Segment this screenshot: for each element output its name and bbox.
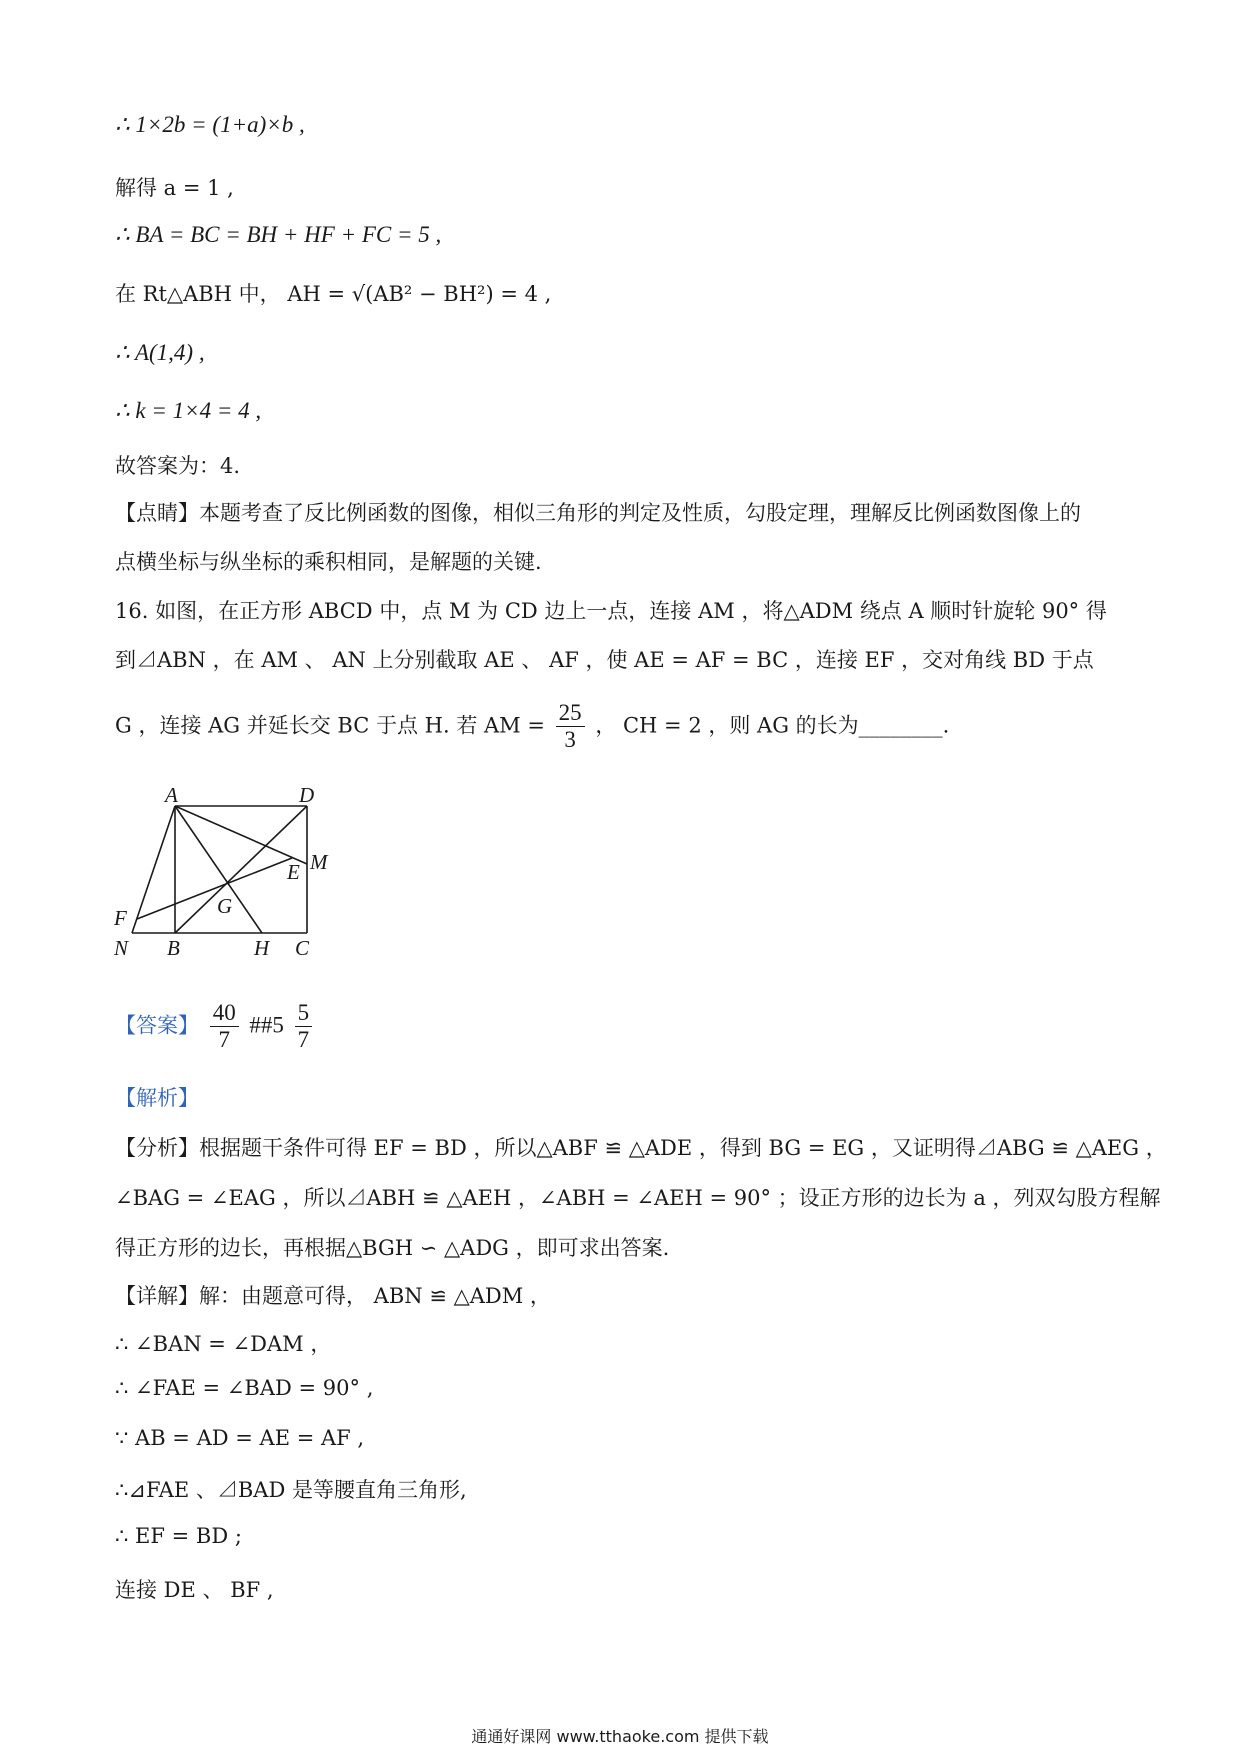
label-e: E bbox=[287, 860, 300, 884]
solution-line-9: ∴ EF = BD ; bbox=[115, 1524, 242, 1548]
answer-fraction-2-den: 7 bbox=[297, 1027, 310, 1053]
label-c: C bbox=[295, 936, 310, 960]
line-2: 解得 a = 1 , bbox=[115, 176, 234, 200]
analysis-label: 【解析】 bbox=[115, 1086, 199, 1110]
segment-an bbox=[132, 806, 175, 933]
problem-16-line-2: 到⊿ABN ，在 AM 、 AN 上分别截取 AE 、 AF ，使 AE = AF = BC ，连接 EF ，交对角线 BD 于点 bbox=[115, 648, 1094, 672]
solution-line-6: ∴ ∠FAE = ∠BAD = 90° , bbox=[115, 1376, 374, 1400]
solution-line-8: ∴⊿FAE 、⊿BAD 是等腰直角三角形, bbox=[115, 1478, 467, 1502]
problem-16-line-3-post: ， CH = 2 ，则 AG 的长为________. bbox=[595, 713, 950, 738]
line-7: 故答案为：4. bbox=[115, 454, 241, 478]
solution-line-5: ∴ ∠BAN = ∠DAM ， bbox=[115, 1332, 332, 1356]
answer-label: 【答案】 bbox=[115, 1013, 199, 1038]
label-b: B bbox=[167, 936, 180, 960]
solution-line-4: 【详解】解：由题意可得， ABN ≌ △ADM ， bbox=[115, 1284, 551, 1308]
line-1: ∴ 1×2b = (1+a)×b , bbox=[115, 112, 305, 137]
label-h: H bbox=[254, 936, 270, 960]
line-6: ∴ k = 1×4 = 4 , bbox=[115, 398, 262, 423]
answer-fraction-2-num: 5 bbox=[295, 1000, 313, 1027]
label-m: M bbox=[310, 850, 328, 874]
solution-line-10: 连接 DE 、 BF , bbox=[115, 1578, 274, 1602]
am-fraction bbox=[556, 700, 585, 754]
answer-fraction-1-num: 40 bbox=[210, 1000, 239, 1027]
label-g: G bbox=[217, 894, 233, 918]
solution-line-1: 【分析】根据题干条件可得 EF = BD ，所以△ABF ≌ △ADE ，得到 BG = EG ，又证明得⊿ABG ≌ △AEG ， bbox=[115, 1136, 1167, 1160]
line-4: 在 Rt△ABH 中， AH = √(AB² − BH²) = 4 , bbox=[115, 282, 552, 306]
solution-line-2: ∠BAG = ∠EAG ，所以⊿ABH ≌ △AEH ，∠ABH = ∠AEH = 90° ；设正方形的边长为 a ，列双勾股方程解 bbox=[115, 1186, 1161, 1210]
label-d: D bbox=[299, 783, 315, 807]
segment-fe bbox=[137, 858, 292, 919]
key-point-line-1: 【点睛】本题考查了反比例函数的图像，相似三角形的判定及性质，勾股定理，理解反比例函数图像上的 bbox=[115, 501, 1081, 525]
answer-separator: ##5 bbox=[249, 1012, 284, 1038]
line-3: ∴ BA = BC = BH + HF + FC = 5 , bbox=[115, 222, 442, 247]
answer-fraction-1-den: 7 bbox=[218, 1027, 230, 1053]
problem-16-line-1: 16. 如图，在正方形 ABCD 中，点 M 为 CD 边上一点，连接 AM ，将△ADM 绕点 A 顺时针旋轮 90° 得 bbox=[115, 599, 1107, 623]
label-n: N bbox=[114, 936, 129, 960]
answer-line bbox=[115, 1000, 316, 1054]
problem-16-line-3 bbox=[115, 700, 949, 754]
footer-watermark: 通通好课网 www.tthaoke.com 提供下载 bbox=[471, 1727, 769, 1746]
key-point-line-2: 点横坐标与纵坐标的乘积相同，是解题的关键. bbox=[115, 550, 542, 574]
am-denominator: 3 bbox=[564, 727, 576, 753]
am-numerator: 25 bbox=[556, 700, 585, 727]
solution-line-7: ∵ AB = AD = AE = AF , bbox=[115, 1426, 365, 1450]
solution-line-3: 得正方形的边长，再根据△BGH ∽ △ADG ，即可求出答案. bbox=[115, 1236, 670, 1260]
answer-fraction-1 bbox=[210, 1000, 239, 1054]
line-5: ∴ A(1,4) , bbox=[115, 340, 205, 365]
geometry-figure bbox=[112, 782, 372, 972]
label-f: F bbox=[114, 906, 127, 930]
answer-fraction-2 bbox=[295, 1000, 313, 1054]
label-a: A bbox=[165, 783, 178, 807]
problem-16-line-3-pre: G ，连接 AG 并延长交 BC 于点 H. 若 AM = bbox=[115, 713, 545, 738]
